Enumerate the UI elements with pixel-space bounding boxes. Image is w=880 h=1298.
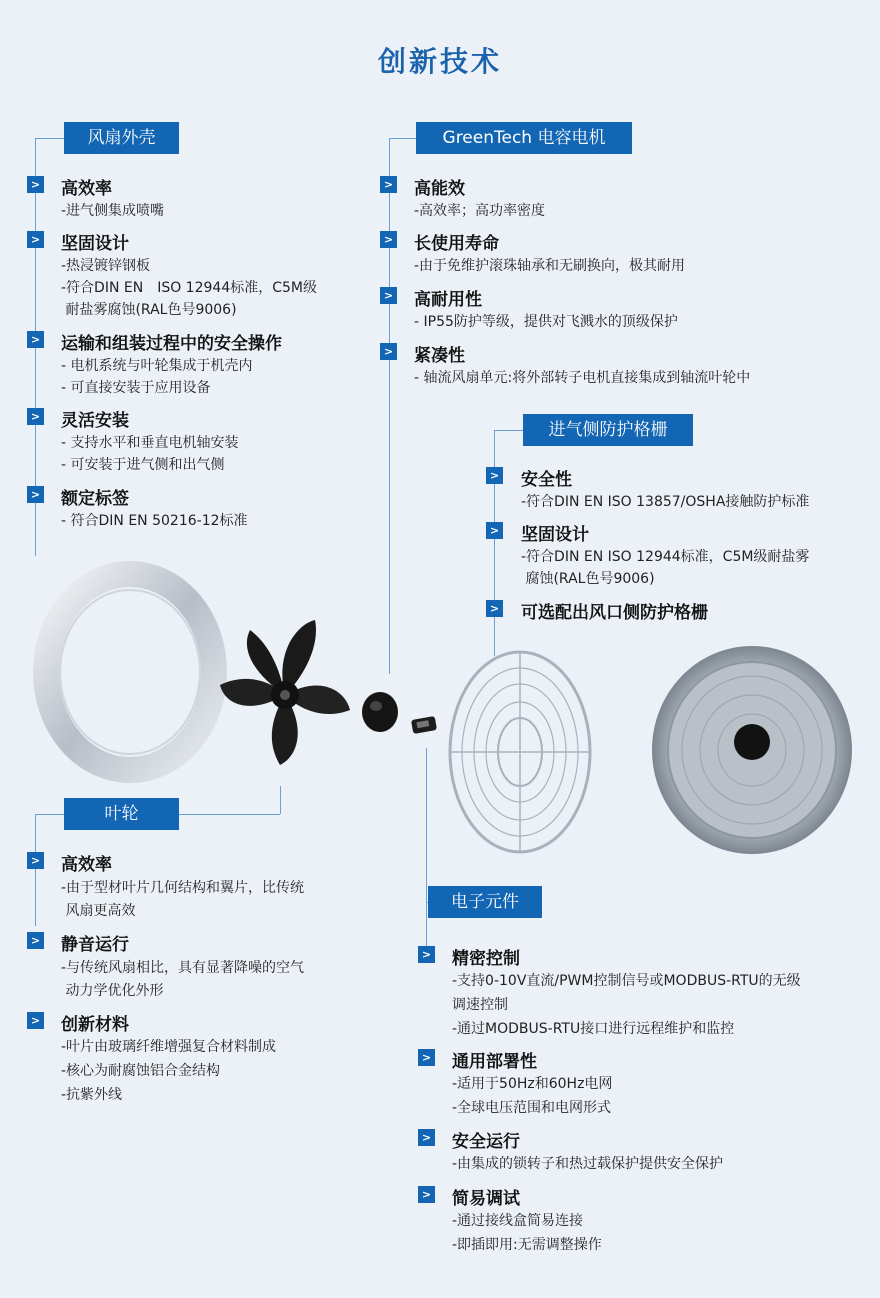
electronics-item-line: -由集成的锁转子和热过载保护提供安全保护 [452, 1156, 724, 1172]
impeller-image [220, 620, 350, 765]
fan-housing-item-line: - 可安装于进气侧和出气侧 [61, 457, 225, 473]
arrow-icon: > [380, 231, 397, 248]
arrow-icon: > [418, 1129, 435, 1146]
electronics-item-heading: 安全运行 [452, 1132, 520, 1152]
arrow-icon: > [486, 522, 503, 539]
arrow-icon: > [27, 932, 44, 949]
arrow-icon: > [380, 287, 397, 304]
arrow-icon: > [27, 852, 44, 869]
arrow-icon: > [27, 1012, 44, 1029]
electronics-item-line: -通过MODBUS-RTU接口进行远程维护和监控 [452, 1021, 735, 1037]
fan-housing-item-heading: 坚固设计 [61, 234, 129, 254]
fan-housing-item-heading: 高效率 [61, 179, 112, 199]
impeller-tag: 叶轮 [64, 798, 179, 830]
impeller-item-line: -核心为耐腐蚀铝合金结构 [61, 1063, 221, 1079]
fan-housing-item-line: - 可直接安装于应用设备 [61, 380, 211, 396]
impeller-item-line: -与传统风扇相比，具有显著降噪的空气 [61, 960, 305, 976]
impeller-connector-tick [35, 814, 65, 815]
electronics-item-line: -支持0-10V直流/PWM控制信号或MODBUS-RTU的无级 [452, 973, 801, 989]
impeller-item-heading: 创新材料 [61, 1015, 129, 1035]
motor-item-heading: 长使用寿命 [414, 234, 499, 254]
fan-housing-item-line: - 电机系统与叶轮集成于机壳内 [61, 358, 253, 374]
impeller-connector [35, 814, 36, 926]
arrow-icon: > [27, 231, 44, 248]
arrow-icon: > [486, 467, 503, 484]
arrow-icon: > [380, 343, 397, 360]
electronics-item-line: -即插即用:无需调整操作 [452, 1237, 602, 1253]
motor-item-line: -由于免维护滚珠轴承和无刷换向，极其耐用 [414, 258, 686, 274]
electronics-item-heading: 简易调试 [452, 1189, 520, 1209]
fan-housing-item-line: - 支持水平和垂直电机轴安装 [61, 435, 239, 451]
guard-tag: 进气侧防护格栅 [523, 414, 693, 446]
impeller-item-line: -抗紫外线 [61, 1087, 123, 1103]
fan-housing-connector-tick [35, 138, 65, 139]
arrow-icon: > [27, 176, 44, 193]
guard-item-line: -符合DIN EN ISO 13857/OSHA接触防护标准 [521, 494, 810, 510]
fan-housing-item-heading: 运输和组装过程中的安全操作 [61, 334, 282, 354]
motor-item-line: - IP55防护等级，提供对飞溅水的顶级保护 [414, 314, 678, 330]
impeller-connector-up [280, 786, 281, 814]
arrow-icon: > [27, 486, 44, 503]
motor-image [362, 692, 437, 734]
fan-housing-item-line: 耐盐雾腐蚀(RAL色号9006) [61, 302, 237, 318]
guard-item-line: -符合DIN EN ISO 12944标准，C5M级耐盐雾 [521, 549, 810, 565]
motor-item-line: -高效率；高功率密度 [414, 203, 546, 219]
electronics-item-line: 调速控制 [452, 997, 508, 1013]
fan-housing-item-heading: 灵活安装 [61, 411, 129, 431]
assembled-fan-image [652, 646, 852, 854]
motor-tag: GreenTech 电容电机 [416, 122, 632, 154]
arrow-icon: > [27, 408, 44, 425]
electronics-item-line: -适用于50Hz和60Hz电网 [452, 1076, 613, 1092]
electronics-item-line: -通过接线盒简易连接 [452, 1213, 584, 1229]
fan-housing-ring-image [46, 574, 214, 770]
electronics-tag: 电子元件 [428, 886, 542, 918]
fan-housing-item-line: -符合DIN EN ISO 12944标准，C5M级 [61, 280, 317, 296]
electronics-connector [426, 748, 427, 963]
impeller-item-line: 风扇更高效 [61, 903, 136, 919]
guard-grille-image [450, 652, 590, 852]
guard-connector [494, 430, 495, 656]
fan-housing-item-line: -进气侧集成喷嘴 [61, 203, 165, 219]
guard-item-line: 腐蚀(RAL色号9006) [521, 571, 655, 587]
impeller-item-line: -叶片由玻璃纤维增强复合材料制成 [61, 1039, 277, 1055]
arrow-icon: > [27, 331, 44, 348]
guard-item-heading: 安全性 [521, 470, 572, 490]
guard-item-heading: 坚固设计 [521, 525, 589, 545]
arrow-icon: > [418, 1049, 435, 1066]
arrow-icon: > [418, 1186, 435, 1203]
motor-item-line: - 轴流风扇单元:将外部转子电机直接集成到轴流叶轮中 [414, 370, 751, 386]
guard-connector-tick [494, 430, 524, 431]
impeller-item-heading: 高效率 [61, 855, 112, 875]
electronics-item-heading: 通用部署性 [452, 1052, 537, 1072]
arrow-icon: > [418, 946, 435, 963]
motor-item-heading: 高能效 [414, 179, 465, 199]
motor-item-heading: 高耐用性 [414, 290, 482, 310]
fan-housing-item-line: - 符合DIN EN 50216-12标准 [61, 513, 248, 529]
fan-housing-item-heading: 额定标签 [61, 489, 129, 509]
arrow-icon: > [486, 600, 503, 617]
impeller-item-line: -由于型材叶片几何结构和翼片，比传统 [61, 880, 305, 896]
arrow-icon: > [380, 176, 397, 193]
fan-housing-item-line: -热浸镀锌钢板 [61, 258, 151, 274]
impeller-item-line: 动力学优化外形 [61, 983, 164, 999]
fan-housing-tag: 风扇外壳 [64, 122, 179, 154]
motor-connector-tick [389, 138, 417, 139]
guard-item-heading: 可选配出风口侧防护格栅 [521, 603, 708, 623]
impeller-item-heading: 静音运行 [61, 935, 129, 955]
motor-connector [389, 138, 390, 674]
impeller-connector-right [178, 814, 280, 815]
electronics-item-heading: 精密控制 [452, 949, 520, 969]
motor-item-heading: 紧凑性 [414, 346, 465, 366]
electronics-item-line: -全球电压范围和电网形式 [452, 1100, 612, 1116]
page-title: 创新技术 [377, 45, 502, 78]
